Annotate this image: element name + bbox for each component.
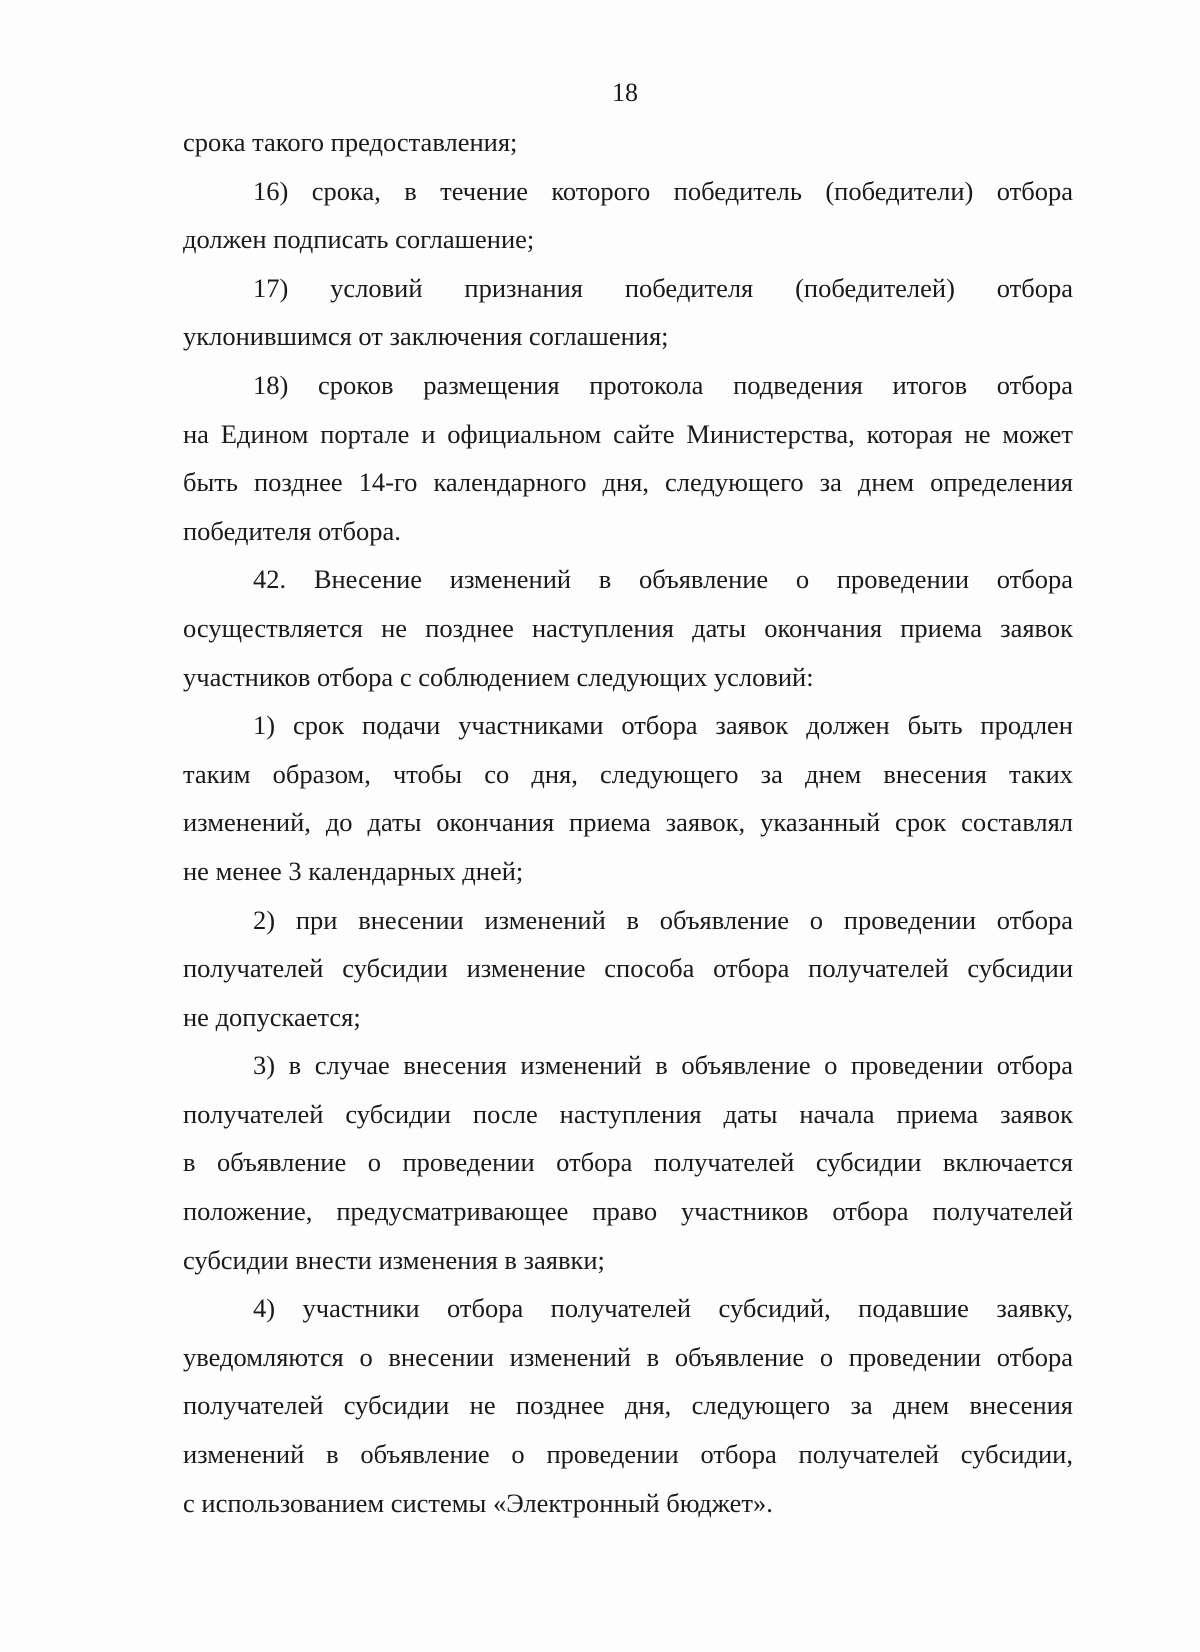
text-line: уведомляются о внесении изменений в объявление о проведении отбора (183, 1341, 1073, 1372)
text-line: осуществляется не позднее наступления даты окончания приема заявок (183, 612, 1073, 643)
text-line: 18) сроков размещения протокола подведения итогов отбора (253, 369, 1073, 400)
text-line: изменений, до даты окончания приема заявок, указанный срок составлял (183, 807, 1073, 838)
text-line: положение, предусматривающее право участников отбора получателей (183, 1196, 1073, 1227)
text-line: 16) срока, в течение которого победитель (победители) отбора (253, 175, 1073, 206)
text-line: 1) срок подачи участниками отбора заявок должен быть продлен (253, 710, 1073, 741)
text-line: получателей субсидии после наступления даты начала приема заявок (183, 1098, 1073, 1129)
text-line: с использованием системы «Электронный бюджет». (183, 1487, 773, 1518)
text-line: таким образом, чтобы со дня, следующего за днем внесения таких (183, 758, 1073, 789)
text-line: 17) условий признания победителя (победителей) отбора (253, 272, 1073, 303)
text-line: в объявление о проведении отбора получателей субсидии включается (183, 1147, 1073, 1178)
text-line: 2) при внесении изменений в объявление о проведении отбора (253, 904, 1073, 935)
text-line: субсидии внести изменения в заявки; (183, 1244, 605, 1275)
text-line: срока такого предоставления; (183, 127, 518, 157)
text-line: 3) в случае внесения изменений в объявление о проведении отбора (253, 1050, 1073, 1081)
text-line: участников отбора с соблюдением следующих условий: (183, 661, 814, 692)
page-number: 18 (612, 78, 638, 107)
text-line: 4) участники отбора получателей субсидий, подавшие заявку, (253, 1293, 1073, 1324)
text-line: победителя отбора. (183, 515, 401, 546)
text-line: получателей субсидии изменение способа отбора получателей субсидии (183, 953, 1073, 984)
text-line: 42. Внесение изменений в объявление о проведении отбора (253, 564, 1073, 595)
text-line: быть позднее 14-го календарного дня, следующего за днем определения (183, 467, 1073, 498)
text-line: не менее 3 календарных дней; (183, 855, 524, 886)
text-line: изменений в объявление о проведении отбора получателей субсидии, (183, 1439, 1073, 1470)
text-line: должен подписать соглашение; (183, 224, 535, 255)
text-line: на Едином портале и официальном сайте Министерства, которая не может (183, 418, 1073, 449)
document-body (183, 118, 1073, 1527)
text-line: уклонившимся от заключения соглашения; (183, 321, 669, 352)
text-line: получателей субсидии не позднее дня, следующего за днем внесения (183, 1390, 1073, 1421)
text-line: не допускается; (183, 1001, 361, 1032)
